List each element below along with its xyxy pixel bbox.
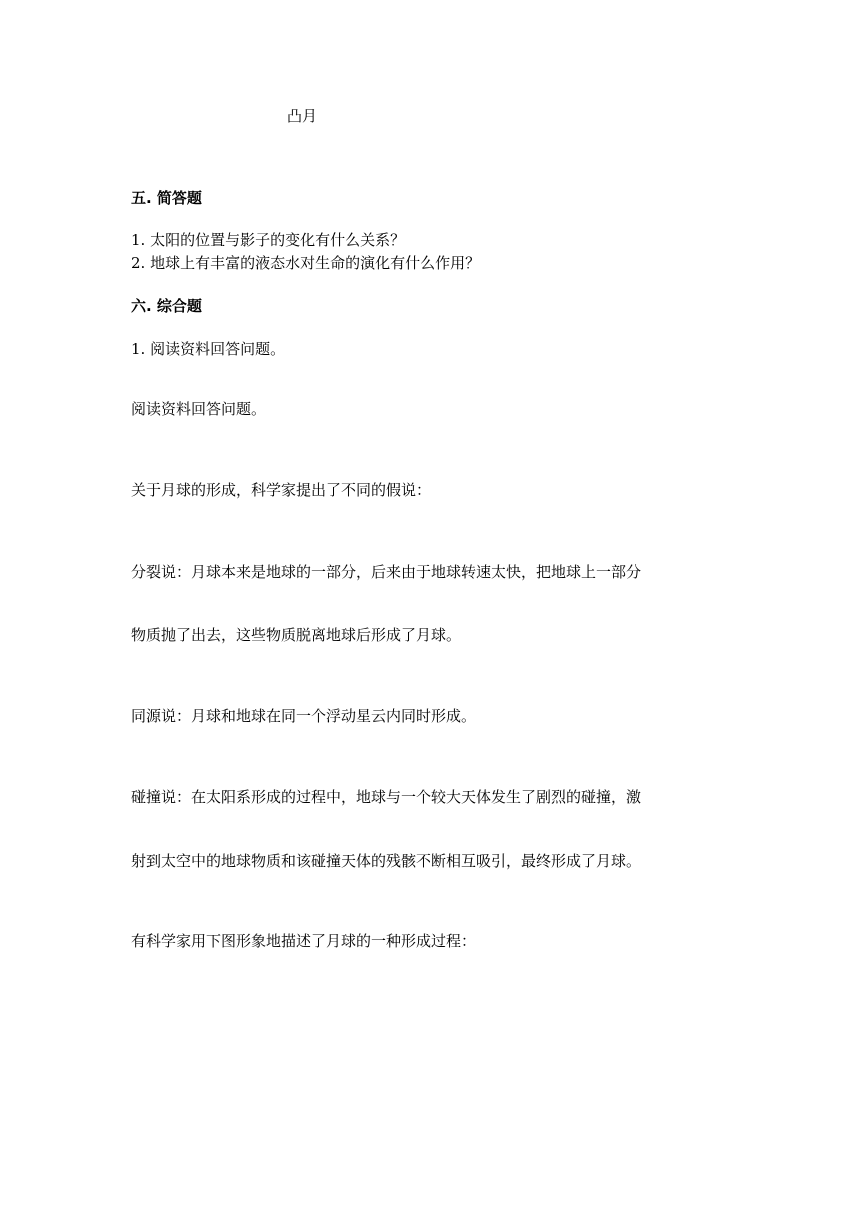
passage-lead: 关于月球的形成，科学家提出了不同的假说： [131,481,432,499]
short-answer-question-1: 1. 太阳的位置与影子的变化有什么关系？ [131,231,406,249]
comprehensive-question-1: 1. 阅读资料回答问题。 [131,340,286,358]
fission-hypothesis-line-2: 物质抛了出去，这些物质脱离地球后形成了月球。 [131,626,462,644]
fission-hypothesis-line-1: 分裂说：月球本来是地球的一部分，后来由于地球转速太快，把地球上一部分 [131,563,642,581]
same-origin-hypothesis: 同源说：月球和地球在同一个浮动星云内同时形成。 [131,707,477,725]
section-five-heading: 五. 简答题 [131,189,202,207]
impact-hypothesis-line-2: 射到太空中的地球物质和该碰撞天体的残骸不断相互吸引，最终形成了月球。 [131,852,642,870]
passage-intro: 阅读资料回答问题。 [131,400,267,418]
impact-hypothesis-line-1: 碰撞说：在太阳系形成的过程中，地球与一个较大天体发生了剧烈的碰撞，激 [131,788,642,806]
moon-phase-label: 凸月 [287,107,318,125]
short-answer-question-2: 2. 地球上有丰富的液态水对生命的演化有什么作用？ [131,254,481,272]
figure-intro: 有科学家用下图形象地描述了月球的一种形成过程： [131,932,477,950]
section-six-heading: 六. 综合题 [131,297,202,315]
